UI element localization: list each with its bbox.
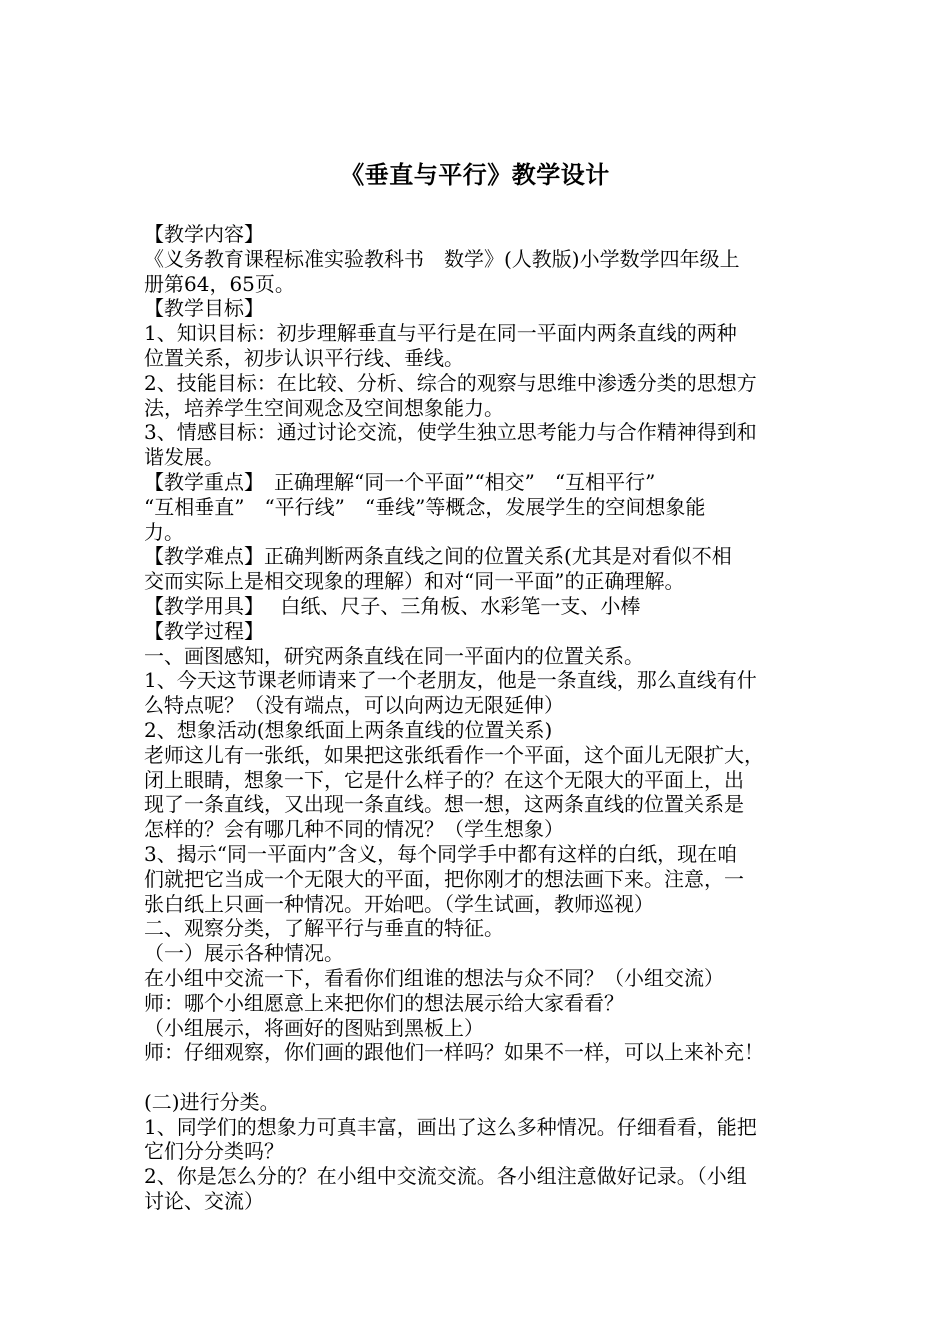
text-line: 讨论、交流） [144, 1189, 264, 1214]
text-line: “互相垂直” “平行线” “垂线”等概念，发展学生的空间想象能 [144, 494, 706, 519]
text-line: 老师这儿有一张纸，如果把这张纸看作一个平面，这个面儿无限扩大， [144, 742, 764, 767]
text-line: 现了一条直线，又出现一条直线。想一想，这两条直线的位置关系是 [144, 792, 744, 817]
document-body [144, 222, 830, 1214]
text-line: (二)进行分类。 [144, 1089, 280, 1114]
text-line: （一）展示各种情况。 [144, 941, 344, 966]
text-line: 师：仔细观察，你们画的跟他们一样吗？如果不一样，可以上来补充！ [144, 1040, 764, 1065]
text-line: 1、同学们的想象力可真丰富，画出了这么多种情况。仔细看看，能把 [144, 1114, 757, 1139]
text-line: 在小组中交流一下，看看你们组谁的想法与众不同？（小组交流） [144, 965, 724, 990]
text-line: 1、今天这节课老师请来了一个老朋友，他是一条直线，那么直线有什 [144, 668, 757, 693]
text-line: 【教学内容】 [144, 222, 264, 246]
text-line: 么特点呢？（没有端点，可以向两边无限延伸） [144, 693, 564, 718]
text-line: 【教学目标】 [144, 296, 264, 321]
text-line: 一、画图感知，研究两条直线在同一平面内的位置关系。 [144, 643, 644, 668]
text-line: （小组展示，将画好的图贴到黑板上） [144, 1015, 484, 1040]
text-line: 【教学重点】 正确理解“同一个平面”“相交” “互相平行” [144, 469, 656, 494]
text-line: 【教学用具】 白纸、尺子、三角板、水彩笔一支、小棒 [144, 593, 641, 618]
text-line: 张白纸上只画一种情况。开始吧。（学生试画，教师巡视） [144, 891, 654, 916]
text-line: 3、揭示“同一平面内”含义，每个同学手中都有这样的白纸，现在咱 [144, 841, 738, 866]
text-line: 3、情感目标：通过讨论交流，使学生独立思考能力与合作精神得到和 [144, 420, 757, 445]
text-line: 《义务教育课程标准实验教科书 数学》(人教版)小学数学四年级上 [144, 246, 740, 271]
text-line: 们就把它当成一个无限大的平面，把你刚才的想法画下来。注意，一 [144, 866, 744, 891]
text-line: 【教学难点】正确判断两条直线之间的位置关系(尤其是对看似不相 [144, 544, 732, 569]
text-line: 位置关系，初步认识平行线、垂线。 [144, 345, 464, 370]
document-title: 《垂直与平行》教学设计 [340, 160, 610, 189]
text-line: 闭上眼睛，想象一下，它是什么样子的？在这个无限大的平面上，出 [144, 767, 744, 792]
text-line: 师：哪个小组愿意上来把你们的想法展示给大家看看？ [144, 990, 624, 1015]
text-line: 谐发展。 [144, 445, 224, 470]
text-line: 2、技能目标：在比较、分析、综合的观察与思维中渗透分类的思想方 [144, 370, 757, 395]
text-line: 2、想象活动(想象纸面上两条直线的位置关系) [144, 717, 553, 742]
text-line: 1、知识目标：初步理解垂直与平行是在同一平面内两条直线的两种 [144, 321, 737, 346]
text-line: 【教学过程】 [144, 618, 264, 643]
text-line: 怎样的？会有哪几种不同的情况？（学生想象） [144, 817, 564, 842]
blank-line [144, 1065, 830, 1090]
text-line: 二、观察分类，了解平行与垂直的特征。 [144, 916, 504, 941]
text-line: 力。 [144, 519, 184, 544]
text-line: 它们分分类吗？ [144, 1139, 284, 1164]
text-line: 2、你是怎么分的？在小组中交流交流。各小组注意做好记录。（小组 [144, 1164, 747, 1189]
text-line: 册第64，65页。 [144, 271, 295, 296]
text-line: 法，培养学生空间观念及空间想象能力。 [144, 395, 504, 420]
text-line: 交而实际上是相交现象的理解）和对“同一平面”的正确理解。 [144, 569, 685, 594]
